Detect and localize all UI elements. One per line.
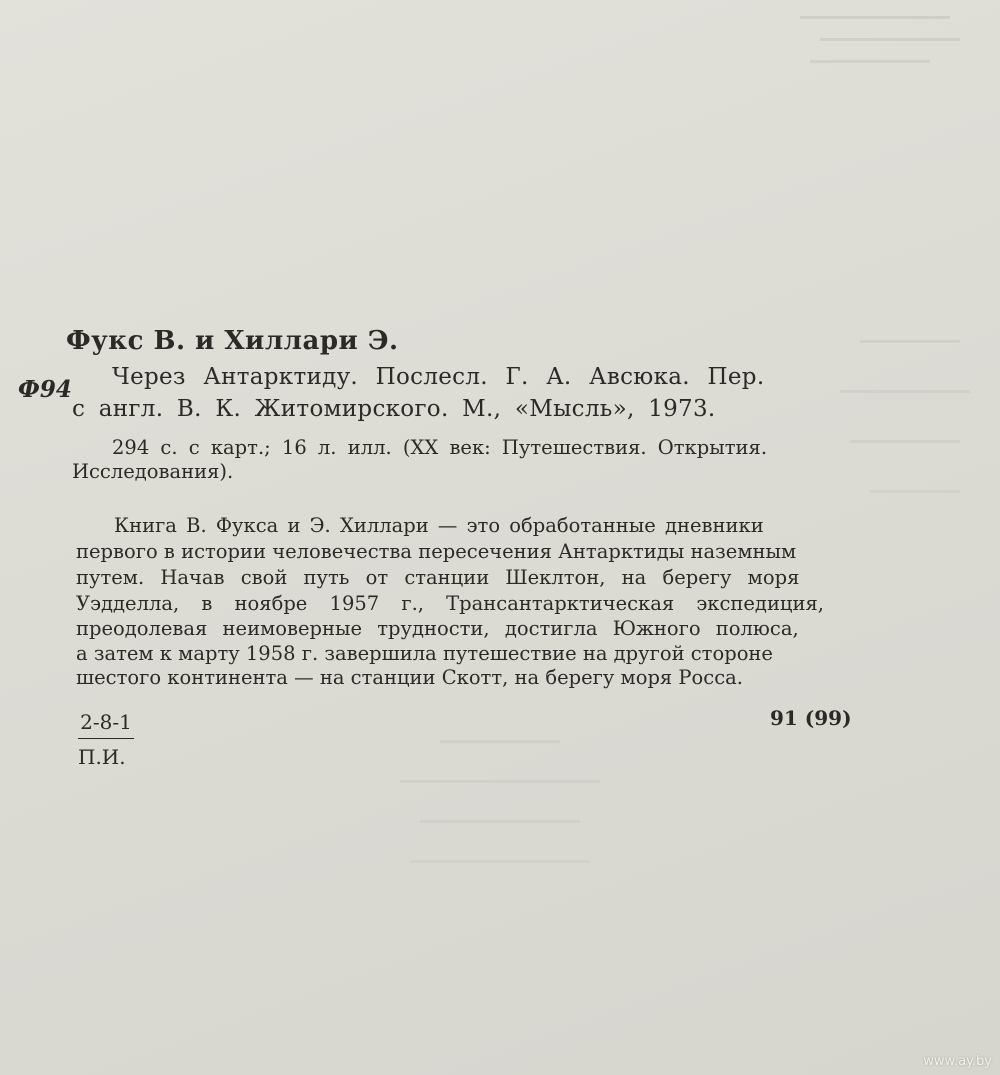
index-denominator: П.И. (78, 745, 126, 769)
reverse-side-bleed (800, 10, 970, 70)
title-line-1: Через Антарктиду. Послесл. Г. А. Авсюка. Пер. (112, 364, 765, 390)
annotation-line-5: преодолевая неимоверные трудности, достигла Южного полюса, (76, 617, 799, 640)
annotation-line-7: шестого континента — на станции Скотт, на берегу моря Росса. (76, 666, 743, 689)
classification-code: Ф94 (18, 376, 72, 403)
class-number: 91 (99) (770, 706, 852, 730)
watermark: www.ay.by (923, 1054, 992, 1069)
reverse-side-bleed-bottom (400, 720, 640, 900)
title-line-2: с англ. В. К. Житомирского. М., «Мысль», 1973. (72, 396, 716, 422)
annotation-line-2: первого в истории человечества пересечения Антарктиды наземным (76, 540, 797, 563)
bleed-texture (800, 10, 970, 70)
index-numerator: 2-8-1 (80, 710, 132, 734)
annotation-line-3: путем. Начав свой путь от станции Шеклтон, на берегу моря (76, 566, 800, 589)
annotation-line-1: Книга В. Фукса и Э. Хиллари — это обработанные дневники (114, 514, 764, 537)
description-line-2: Исследования). (72, 460, 234, 483)
annotation-line-4: Уэдделла, в ноябре 1957 г., Трансантарктическая экспедиция, (76, 592, 824, 615)
annotation-line-6: а затем к марту 1958 г. завершила путешествие на другой стороне (76, 642, 773, 665)
reverse-side-bleed-lower (840, 330, 980, 530)
description-line-1: 294 с. с карт.; 16 л. илл. (XX век: Путешествия. Открытия. (112, 436, 768, 459)
bleed-texture-lower (840, 330, 980, 530)
index-fraction (78, 712, 134, 767)
author-heading: Фукс В. и Хиллари Э. (66, 326, 399, 356)
bleed-texture-bottom (400, 720, 640, 900)
